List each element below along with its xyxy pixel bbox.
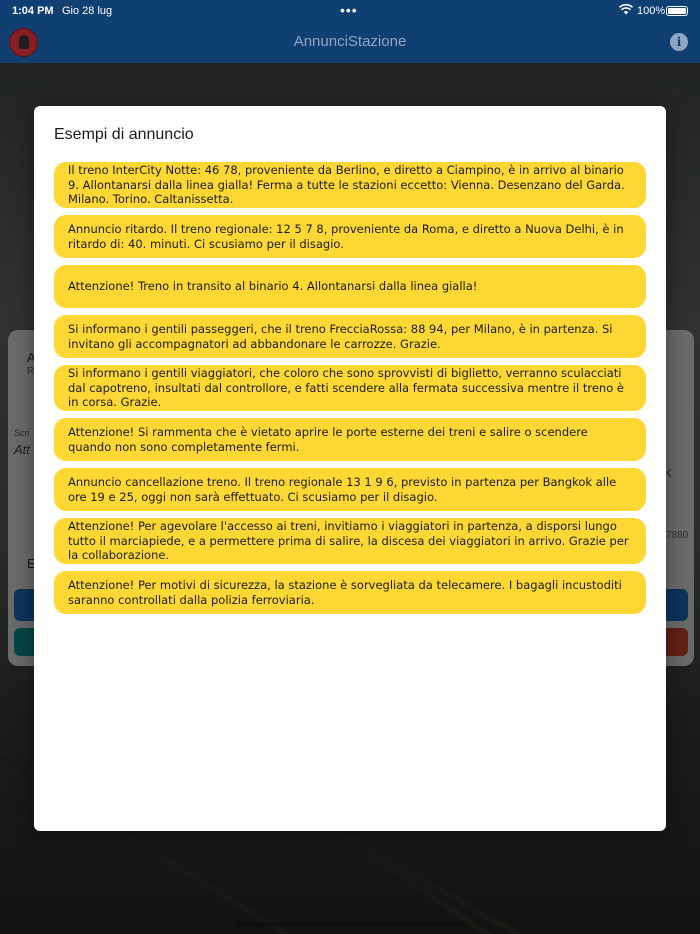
multitasking-dots-icon[interactable]: ••• [340,2,358,18]
app-title: AnnunciStazione [293,33,407,50]
status-bar [0,0,700,22]
status-time: 1:04 PM [12,5,54,17]
dialog-title: Esempi di annuncio [54,126,194,143]
announcement-item[interactable]: Annuncio ritardo. Il treno regionale: 12 5 7 8, proveniente da Roma, e diretto a Nuova Delhi, è in ritardo di: 40. minuti. Ci scusiamo per il disagio. [54,215,646,258]
battery-percent: 100% [637,5,666,17]
announcement-item[interactable]: Il treno InterCity Notte: 46 78, proveniente da Berlino, e diretto a Ciampino, è in arrivo al binario 9. Allontanarsi dalla linea gialla! Ferma a tutte le stazioni eccetto: Vienna. Desenzano del Garda. Milano. Torino. Caltanissetta. [54,162,646,208]
home-indicator[interactable] [236,922,464,927]
info-icon[interactable]: i [670,33,688,51]
announcement-item[interactable]: Si informano i gentili passeggeri, che il treno FrecciaRossa: 88 94, per Milano, è in partenza. Si invitano gli accompagnatori ad abbandonare le carrozze. Grazie. [54,315,646,358]
announcement-list [54,162,646,621]
announcement-item[interactable]: Annuncio cancellazione treno. Il treno regionale 13 1 9 6, previsto in partenza per Bangkok alle ore 19 e 25, oggi non sarà effettuato. Ci scusiamo per il disagio. [54,468,646,511]
battery-icon [666,6,688,16]
examples-dialog [34,106,666,831]
announcement-item[interactable]: Attenzione! Per agevolare l'accesso ai treni, invitiamo i viaggiatori in partenza, a disporsi lungo tutto il marciapiede, e a permettere prima di salire, la discesa dei viaggiatori in arrivo. Grazie per la collaborazione. [54,518,646,564]
nav-bar [0,22,700,63]
announcement-item[interactable]: Attenzione! Si rammenta che è vietato aprire le porte esterne dei treni e salire o scendere quando non sono completamente fermi. [54,418,646,461]
wifi-icon [619,4,633,18]
status-date: Gio 28 lug [62,5,113,17]
announcement-item[interactable]: Attenzione! Per motivi di sicurezza, la stazione è sorvegliata da telecamere. I bagagli incustoditi saranno controllati dalla polizia ferroviaria. [54,571,646,614]
announcement-item[interactable]: Attenzione! Treno in transito al binario 4. Allontanarsi dalla linea gialla! [54,265,646,308]
announcement-item[interactable]: Si informano i gentili viaggiatori, che coloro che sono sprovvisti di biglietto, verranno sculacciati dal capotreno, insultati dal controllore, e fatti scendere alla fermata successiva mentre il treno è in corsa. Grazie. [54,365,646,411]
